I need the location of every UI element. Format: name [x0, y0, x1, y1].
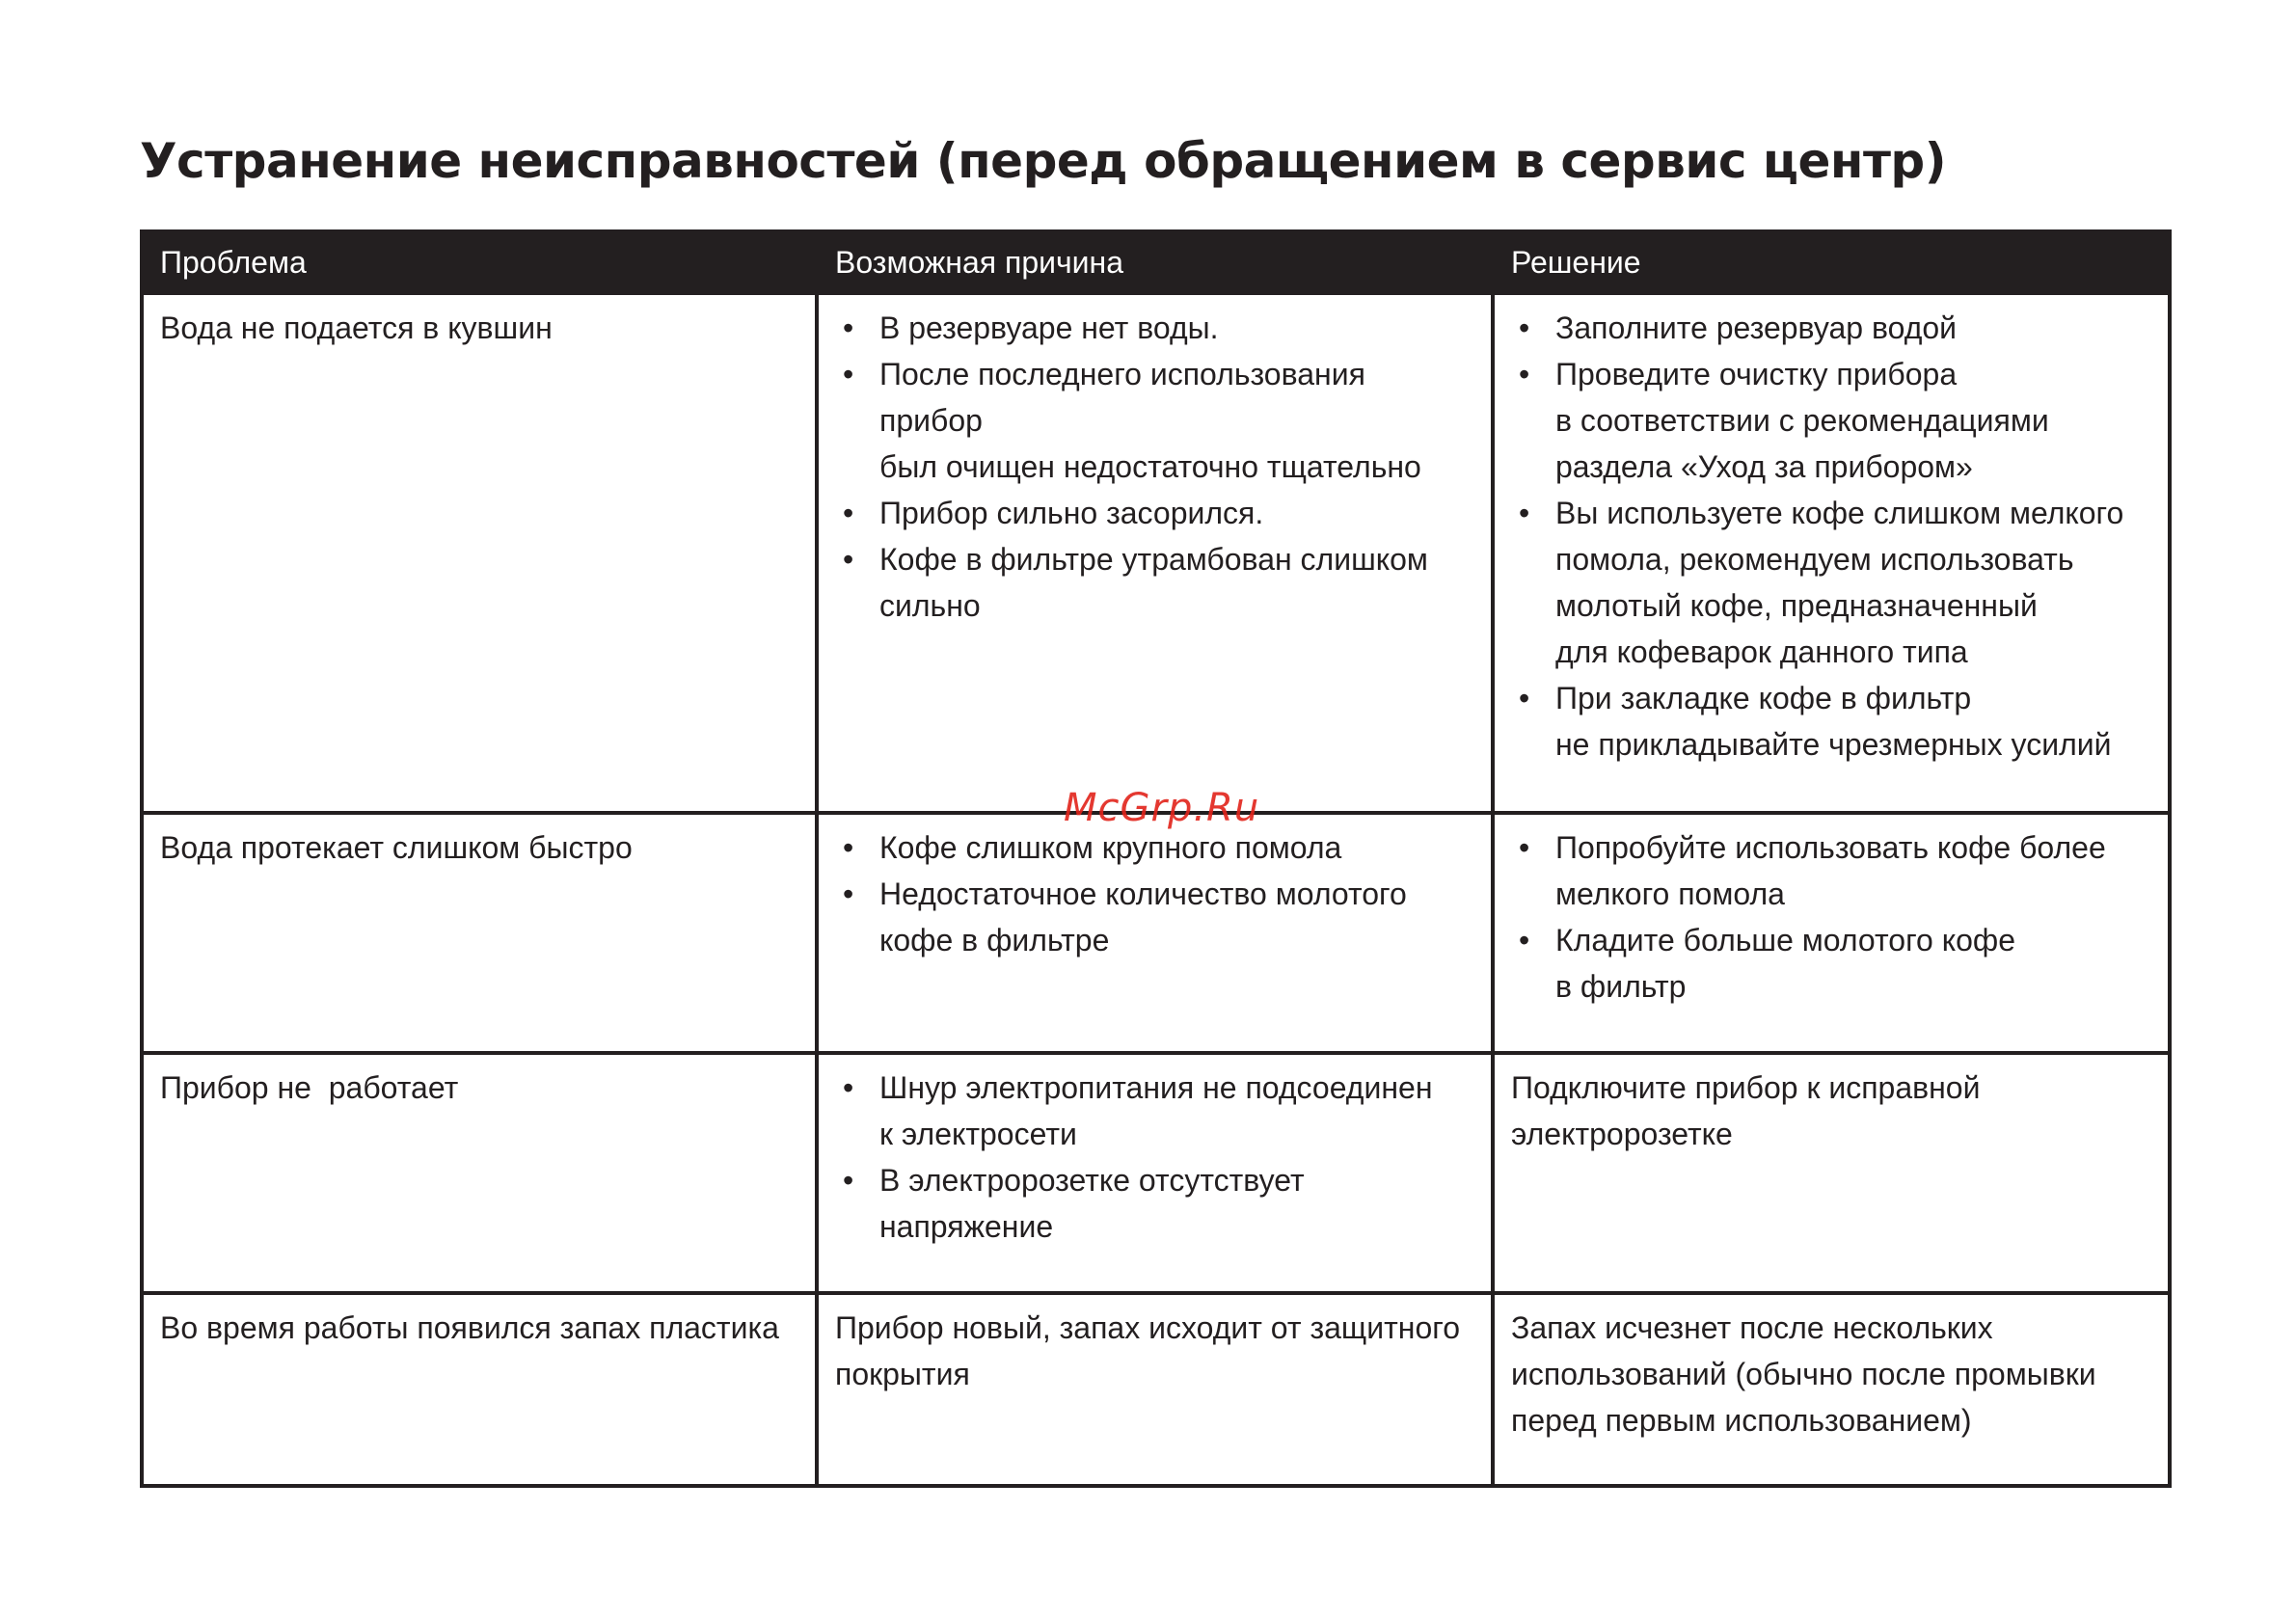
list-item	[1511, 824, 2151, 917]
list-item	[1511, 675, 2151, 768]
problem-cell	[142, 1053, 817, 1293]
solution-line: перед первым использованием)	[1511, 1403, 1972, 1438]
cause-line: Прибор новый, запах исходит от защитного	[835, 1310, 1460, 1345]
problem-text: Вода не подается в кувшин	[160, 310, 553, 345]
line: • При закладке кофе в фильтр	[1555, 681, 1972, 715]
cause-list	[835, 1065, 1474, 1250]
problem-cell	[142, 813, 817, 1053]
line: в фильтр	[1555, 969, 1687, 1004]
line: • Кофе в фильтре утрамбован слишком	[879, 542, 1428, 577]
line: мелкого помола	[1555, 876, 1785, 911]
list-item	[835, 871, 1474, 963]
table-row	[142, 1053, 2170, 1293]
line: для кофеварок данного типа	[1555, 634, 1968, 669]
table-row	[142, 293, 2170, 813]
list-item	[835, 490, 1474, 536]
list-item	[1511, 490, 2151, 675]
line: • Кладите больше молотого кофе	[1555, 923, 2016, 957]
line: • Прибор сильно засорился.	[879, 496, 1264, 530]
list-item	[835, 1157, 1474, 1250]
solution-list	[1511, 824, 2151, 1010]
line: • В электророзетке отсутствует	[879, 1163, 1305, 1198]
troubleshooting-table	[140, 229, 2172, 1488]
solution-line: Запах исчезнет после нескольких	[1511, 1310, 1993, 1345]
line: • Проведите очистку прибора	[1555, 357, 1958, 391]
page-title: Устранение неисправностей (перед обращением в сервис центр)	[140, 133, 1947, 189]
solution-line: Подключите прибор к исправной	[1511, 1070, 1981, 1105]
header-problem: Проблема	[142, 231, 817, 293]
cause-line: покрытия	[835, 1357, 970, 1391]
problem-cell	[142, 1293, 817, 1486]
line: • Заполните резервуар водой	[1555, 310, 1958, 345]
table-header-row	[142, 231, 2170, 293]
problem-text: Во время работы появился запах пластика	[160, 1310, 779, 1345]
line: не прикладывайте чрезмерных усилий	[1555, 727, 2112, 762]
list-item	[835, 824, 1474, 871]
line: напряжение	[879, 1209, 1054, 1244]
list-item	[1511, 917, 2151, 1010]
solution-line: использований (обычно после промывки	[1511, 1357, 2096, 1391]
cause-list	[835, 824, 1474, 963]
line: • В резервуаре нет воды.	[879, 310, 1219, 345]
problem-text: Вода протекает слишком быстро	[160, 830, 633, 865]
solution-cell	[1493, 293, 2170, 813]
line: сильно	[879, 588, 981, 623]
line: • Недостаточное количество молотого	[879, 876, 1407, 911]
list-item	[1511, 305, 2151, 351]
line: • Шнур электропитания не подсоединен	[879, 1070, 1433, 1105]
list-item	[1511, 351, 2151, 490]
header-cause: Возможная причина	[817, 231, 1493, 293]
line: помола, рекомендуем использовать	[1555, 542, 2074, 577]
list-item	[835, 305, 1474, 351]
line: в соответствии с рекомендациями	[1555, 403, 2049, 438]
list-item	[835, 1065, 1474, 1157]
cause-cell	[817, 813, 1493, 1053]
line: кофе в фильтре	[879, 923, 1110, 957]
solution-list	[1511, 305, 2151, 768]
problem-cell	[142, 293, 817, 813]
list-item	[835, 351, 1474, 490]
line: к электросети	[879, 1117, 1077, 1151]
line: раздела «Уход за прибором»	[1555, 449, 1973, 484]
cause-cell	[817, 293, 1493, 813]
line: • Кофе слишком крупного помола	[879, 830, 1342, 865]
solution-line: электророзетке	[1511, 1117, 1733, 1151]
line: был очищен недостаточно тщательно	[879, 449, 1421, 484]
line: • Вы используете кофе слишком мелкого	[1555, 496, 2124, 530]
watermark: McGrp.Ru	[1064, 786, 1260, 830]
list-item	[835, 536, 1474, 629]
problem-text: Прибор не работает	[160, 1070, 459, 1105]
cause-list	[835, 305, 1474, 629]
cause-cell	[817, 1053, 1493, 1293]
solution-cell	[1493, 1293, 2170, 1486]
solution-cell	[1493, 813, 2170, 1053]
header-solution: Решение	[1493, 231, 2170, 293]
table-row	[142, 813, 2170, 1053]
line: молотый кофе, предназначенный	[1555, 588, 2038, 623]
line: • После последнего использования прибор	[879, 357, 1365, 438]
table-row	[142, 1293, 2170, 1486]
line: • Попробуйте использовать кофе более	[1555, 830, 2106, 865]
cause-cell	[817, 1293, 1493, 1486]
solution-cell	[1493, 1053, 2170, 1293]
